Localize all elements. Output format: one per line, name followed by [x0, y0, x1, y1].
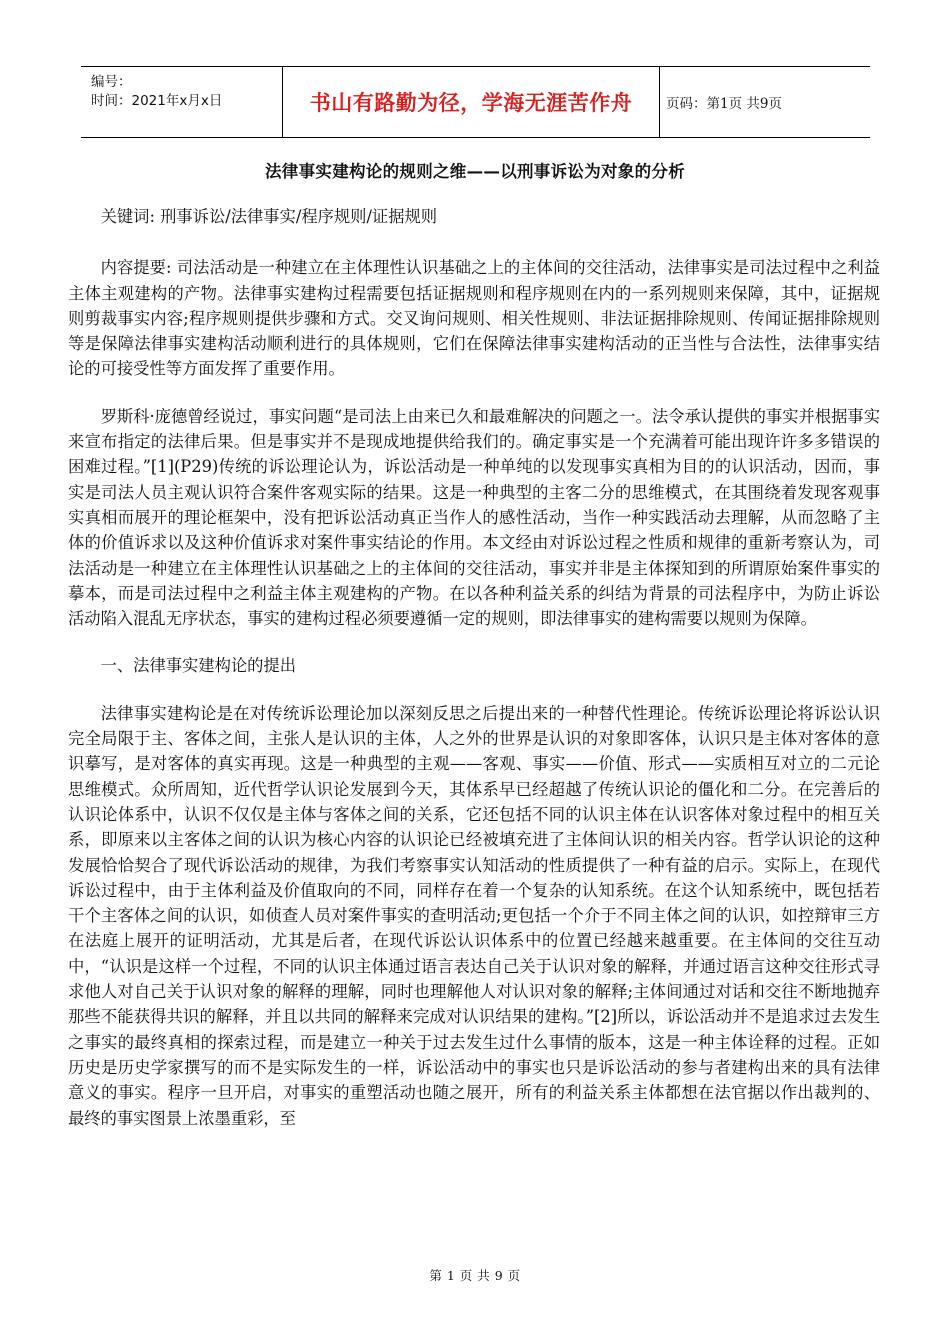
- document-title: 法律事实建构论的规则之维——以刑事诉讼为对象的分析: [265, 162, 685, 181]
- section-heading: 一、法律事实建构论的提出: [100, 656, 296, 676]
- number-label: 编号：: [91, 74, 132, 90]
- page-info: 页码：第1页 共9页: [666, 96, 782, 112]
- page-footer: 第 1 页 共 9 页: [429, 1268, 521, 1283]
- header-meta: [81, 67, 283, 137]
- time-label: 时间：2021年x月x日: [91, 93, 223, 109]
- document-body: [68, 204, 880, 1153]
- motto: 书山有路勤为径，学海无涯苦作舟: [309, 91, 633, 115]
- keywords-line: 关键词: 刑事诉讼/法律事实/程序规则/证据规则: [100, 207, 438, 226]
- section-body-paragraph: 法律事实建构论是在对传统诉讼理论加以深刻反思之后提出来的一种替代性理论。传统诉讼理论将诉讼认识完全局限于主、客体之间，主张人是认识的主体，人之外的世界是认识的对象即客体，认识只是主体对客体的意识摹写，是对客体的真实再现。这是一种典型的主观——客观、事实——价值、形式——实质相互对立的二元论思维模式。众所周知，近代哲学认识论发展到今天，其体系早已经超越了传统认识论的僵化和二分。在完善后的认识论体系中，认识不仅仅是主体与客体之间的关系，它还包括不同的认识主体在认识客体对象过程中的相互关系，即原来以主客体之间的认识为核心内容的认识论已经被填充进了主体间认识的相关内容。哲学认识论的这种发展恰恰契合了现代诉讼活动的规律，为我们考察事实认知活动的性质提供了一种有益的启示。实际上，在现代诉讼过程中，由于主体利益及价值取向的不同，同样存在着一个复杂的认知系统。在这个认知系统中，既包括若干个主客体之间的认识，如侦查人员对案件事实的查明活动;更包括一个介于不同主体之间的认识，如控辩审三方在法庭上展开的证明活动，尤其是后者，在现代诉讼认识体系中的位置已经越来越重要。在主体间的交往互动中，“认识是这样一个过程，不同的认识主体通过语言表达自己关于认识对象的解释，并通过语言这种交往形式寻求他人对自己关于认识对象的解释的理解，同时也理解他人对认识对象的解释;主体间通过对话和交往不断地抛弃那些不能获得共识的解释，并且以共同的解释来完成对认识结果的建构。”[2]所以，诉讼活动并不是追求过去发生之事实的最终真相的探索过程，而是建立一种关于过去发生过什么事情的版本，这是一种主体诠释的过程。正如历史是历史学家撰写的而不是实际发生的一样，诉讼活动中的事实也只是诉讼活动的参与者建构出来的具有法律意义的事实。程序一旦开启，对事实的重塑活动也随之展开，所有的利益关系主体都想在法官据以作出裁判的、最终的事实图景上浓墨重彩，至: [68, 703, 880, 1128]
- header-motto-cell: [283, 67, 660, 137]
- header-page-cell: [660, 67, 870, 137]
- abstract-paragraph: 内容提要: 司法活动是一种建立在主体理性认识基础之上的主体间的交往活动，法律事实是司法过程中之利益主体主观建构的产物。法律事实建构过程需要包括证据规则和程序规则在内的一系列规则来保障，其中，证据规则剪裁事实内容;程序规则提供步骤和方式。交叉询问规则、相关性规则、非法证据排除规则、传闻证据排除规则等是保障法律事实建构活动顺利进行的具体规则，它们在保障法律事实建构活动的正当性与合法性，法律事实结论的可接受性等方面发挥了重要作用。: [68, 258, 880, 379]
- intro-paragraph: 罗斯科·庞德曾经说过，事实问题“是司法上由来已久和最难解决的问题之一。法令承认提供的事实并根据事实来宣布指定的法律后果。但是事实并不是现成地提供给我们的。确定事实是一个充满着可能出现许许多多错误的困难过程。”[1](P29)传统的诉讼理论认为，诉讼活动是一种单纯的以发现事实真相为目的的认识活动，因而，事实是司法人员主观认识符合案件客观实际的结果。这是一种典型的主客二分的思维模式，在其围绕着发现客观事实真相而展开的理论框架中，没有把诉讼活动真正当作人的感性活动，当作一种实践活动去理解，从而忽略了主体的价值诉求以及这种价值诉求对案件事实结论的作用。本文经由对诉讼过程之性质和规律的重新考察认为，司法活动是一种建立在主体理性认识基础之上的主体间的交往活动，事实并非是主体探知到的所谓原始案件事实的摹本，而是司法过程中之利益主体主观建构的产物。在以各种利益关系的纠结为背景的司法程序中，为防止诉讼活动陷入混乱无序状态，事实的建构过程必须要遵循一定的规则，即法律事实的建构需要以规则为保障。: [68, 406, 880, 629]
- document-header: [81, 66, 870, 138]
